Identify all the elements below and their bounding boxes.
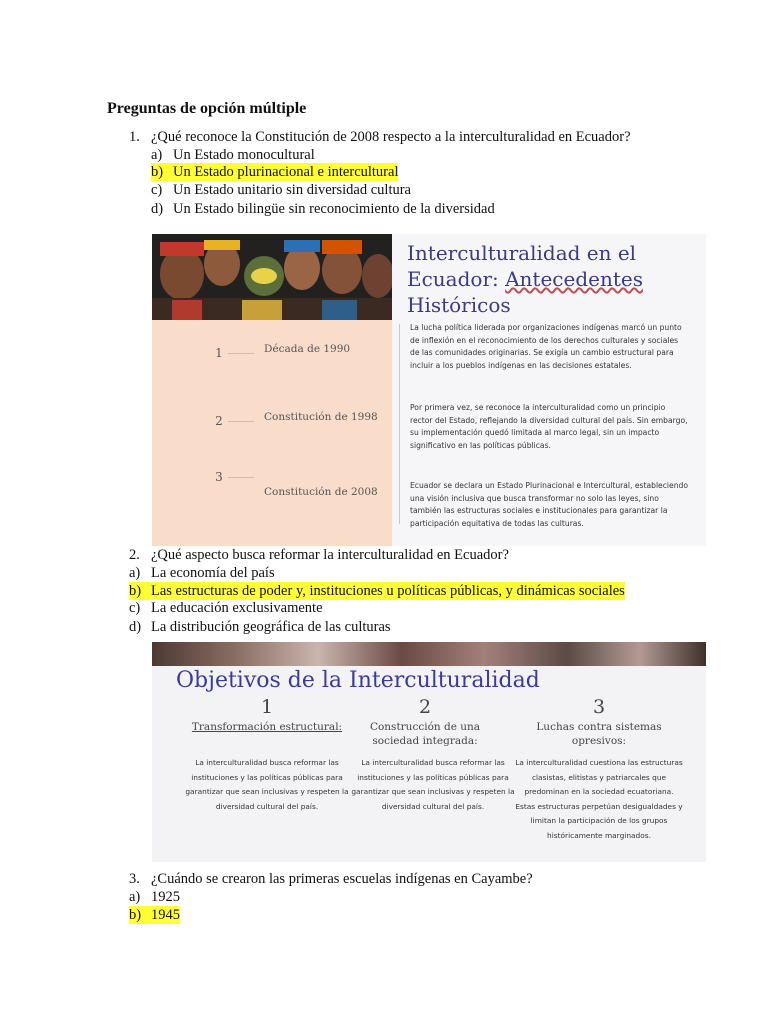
timeline-number: 3 xyxy=(215,470,223,484)
question-number: 1. xyxy=(129,129,140,145)
question-1 xyxy=(129,128,631,146)
objective-number: 1 xyxy=(260,696,274,718)
objective-text: La interculturalidad busca reformar las instituciones y las políticas públicas para garantizar que sean inclusivas y respeten la diversidad cultural del país. xyxy=(185,758,349,811)
slide-objetivos xyxy=(152,642,706,862)
q1-option-c: c) Un Estado unitario sin diversidad cultura xyxy=(151,182,411,198)
question-number: 2. xyxy=(129,547,140,563)
q2-option-b-highlighted: b) Las estructuras de poder y, instituciones u políticas públicas, y dinámicas sociales xyxy=(129,583,625,599)
objective-heading: Luchas contra sistemas opresivos: xyxy=(536,721,662,747)
indigenous-portrait-image xyxy=(152,234,392,320)
objective-column-2 xyxy=(340,694,510,748)
timeline-label: Década de 1990 xyxy=(264,343,351,355)
timeline-connector xyxy=(228,421,254,422)
question-text: ¿Cuándo se crearon las primeras escuelas indígenas en Cayambe? xyxy=(151,871,533,887)
timeline-panel xyxy=(152,320,392,546)
objective-text: La interculturalidad busca reformar las instituciones y las políticas públicas para garantizar que sean inclusivas y respeten la diversidad cultural del país. xyxy=(351,758,515,811)
q2-option-a: a) La economía del país xyxy=(129,565,275,581)
paragraph-1998: Por primera vez, se reconoce la interculturalidad como un principio rector del Estado, reflejando la diversidad cultural del país. Sin embargo, su implementación quedó limitada al marco legal, sin un impacto significativo en las políticas públicas. xyxy=(410,403,688,450)
timeline-connector xyxy=(228,353,254,354)
objective-number: 2 xyxy=(418,696,432,718)
objective-heading: Construcción de una sociedad integrada: xyxy=(369,721,481,747)
objective-text: La interculturalidad cuestiona las estructuras clasistas, elitistas y patriarcales que predominan en la sociedad ecuatoriana. Estas estructuras perpetúan desigualdades y limitan la participación de los grupos históricamente marginados. xyxy=(515,758,683,840)
q2-option-d: d) La distribución geográfica de las culturas xyxy=(129,619,391,635)
question-number: 3. xyxy=(129,871,140,887)
question-2 xyxy=(129,546,509,564)
timeline-number: 1 xyxy=(215,346,223,360)
section-heading: Preguntas de opción múltiple xyxy=(107,100,307,117)
paragraph-2008: Ecuador se declara un Estado Plurinacional e Intercultural, estableciendo una visión inclusiva que busca transformar no solo las leyes, sino también las estructuras sociales e institucionales para garantizar la participación equitativa de todas las culturas. xyxy=(410,481,688,528)
objective-heading: Transformación estructural: xyxy=(191,721,343,733)
slide-antecedentes xyxy=(152,234,706,546)
paragraph-1990: La lucha política liderada por organizaciones indígenas marcó un punto de inflexión en el reconocimiento de los derechos culturales y sociales de las comunidades originarias. Se exigía un cambio estructural para incluir a los pueblos indígenas en las decisiones estatales. xyxy=(410,323,682,370)
q1-option-b-highlighted: b) Un Estado plurinacional e intercultural xyxy=(151,164,399,180)
question-text: ¿Qué aspecto busca reformar la interculturalidad en Ecuador? xyxy=(151,547,509,563)
question-text: ¿Qué reconoce la Constitución de 2008 respecto a la interculturalidad en Ecuador? xyxy=(151,129,631,145)
decorative-photo-band xyxy=(152,642,706,666)
objective-column-1 xyxy=(182,694,352,734)
slide-title: Objetivos de la Interculturalidad xyxy=(176,668,540,693)
q3-option-a: a) 1925 xyxy=(129,889,180,905)
q1-option-d: d) Un Estado bilingüe sin reconocimiento de la diversidad xyxy=(151,201,495,217)
slide-title: Interculturalidad en el Ecuador: Antecedentes Históricos xyxy=(407,241,643,317)
slide-content-panel xyxy=(392,234,706,546)
q2-option-c: c) La educación exclusivamente xyxy=(129,600,323,616)
timeline-label: Constitución de 2008 xyxy=(264,486,378,498)
divider-line xyxy=(399,324,400,524)
q3-option-b-highlighted: b) 1945 xyxy=(129,907,180,923)
question-3 xyxy=(129,870,533,888)
q1-option-a: a) Un Estado monocultural xyxy=(151,147,315,163)
timeline-number: 2 xyxy=(215,414,223,428)
timeline-label: Constitución de 1998 xyxy=(264,411,378,423)
objective-column-3 xyxy=(514,694,684,748)
objective-number: 3 xyxy=(592,696,606,718)
timeline-connector xyxy=(228,477,254,478)
